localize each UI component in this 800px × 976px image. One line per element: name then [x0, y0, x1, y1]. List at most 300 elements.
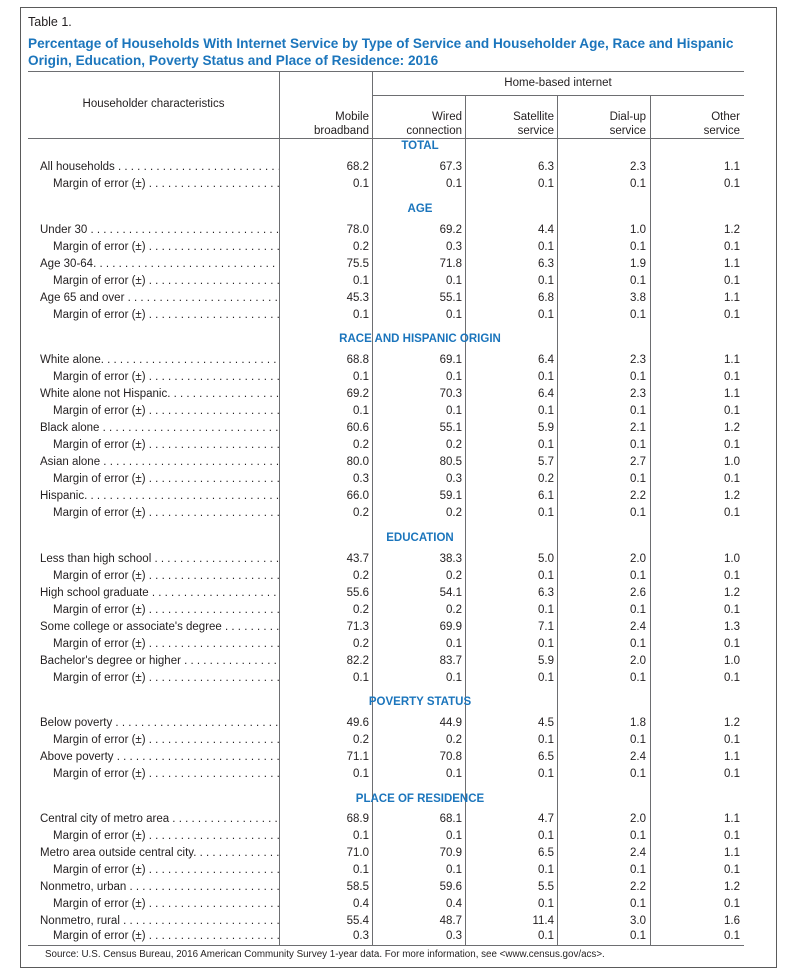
row-label: Under 30 . . .: [40, 222, 279, 239]
cell-value: 1.0: [724, 655, 740, 667]
cell-value: 0.4: [446, 898, 462, 910]
cell-value: 0.1: [724, 371, 740, 383]
cell-value: 55.1: [439, 422, 462, 434]
col-header-line: Dial-up: [609, 111, 646, 123]
cell-value: 0.1: [446, 309, 462, 321]
cell-value: 0.3: [353, 473, 369, 485]
table-row: [0, 386, 800, 403]
cell-value: 1.2: [724, 587, 740, 599]
cell-value: 0.1: [724, 638, 740, 650]
col-header-dialup: [558, 110, 646, 138]
cell-value: 0.1: [724, 768, 740, 780]
moe-label: Margin of error (±) . . .: [53, 505, 279, 522]
table-bottom-rule: [28, 945, 744, 946]
row-label: Hispanic. . . .: [40, 488, 279, 505]
col-header-line: service: [703, 125, 740, 137]
cell-value: 4.7: [538, 813, 554, 825]
table-row: [0, 715, 800, 732]
table-row: [0, 551, 800, 568]
cell-value: 0.1: [538, 275, 554, 287]
moe-label: Margin of error (±) . . .: [53, 732, 279, 749]
cell-value: 0.1: [724, 604, 740, 616]
col-header-line: broadband: [314, 125, 369, 137]
cell-value: 69.2: [439, 224, 462, 236]
cell-value: 0.1: [630, 405, 646, 417]
section-heading: [0, 696, 800, 708]
moe-label: Margin of error (±) . . .: [53, 239, 279, 256]
cell-value: 2.3: [630, 354, 646, 366]
col-header-line: connection: [406, 125, 462, 137]
cell-value: 1.2: [724, 490, 740, 502]
cell-value: 0.1: [446, 638, 462, 650]
cell-value: 0.1: [724, 672, 740, 684]
col-header-line: Satellite: [513, 111, 554, 123]
cell-value: 7.1: [538, 621, 554, 633]
cell-value: 2.0: [630, 553, 646, 565]
source-note: Source: U.S. Census Bureau, 2016 American Community Survey 1-year data. For more information, see <www.census.gov/acs>.: [45, 949, 605, 960]
cell-value: 1.6: [724, 915, 740, 927]
row-label: High school graduate . . .: [40, 585, 279, 602]
cell-value: 0.1: [724, 405, 740, 417]
cell-value: 82.2: [346, 655, 369, 667]
row-label: White alone. . . .: [40, 352, 279, 369]
table-row: [0, 619, 800, 636]
table-row: [0, 290, 800, 307]
cell-value: 3.0: [630, 915, 646, 927]
cell-value: 0.1: [724, 275, 740, 287]
cell-value: 0.2: [353, 638, 369, 650]
cell-value: 48.7: [439, 915, 462, 927]
cell-value: 1.0: [724, 553, 740, 565]
group-header: Home-based internet: [504, 77, 612, 89]
cell-value: 71.3: [346, 621, 369, 633]
cell-value: 0.1: [630, 830, 646, 842]
cell-value: 0.2: [446, 734, 462, 746]
cell-value: 0.1: [630, 768, 646, 780]
table-row: [0, 488, 800, 505]
col-header-wired: [373, 110, 462, 138]
cell-value: 0.1: [630, 439, 646, 451]
cell-value: 0.1: [538, 570, 554, 582]
row-label: Some college or associate's degree . . .: [40, 619, 279, 636]
cell-value: 68.8: [346, 354, 369, 366]
cell-value: 6.5: [538, 847, 554, 859]
section-title: AGE: [407, 203, 433, 215]
header-top-rule: [28, 71, 744, 72]
cell-value: 55.1: [439, 292, 462, 304]
cell-value: 1.2: [724, 422, 740, 434]
row-label: Central city of metro area . . .: [40, 811, 279, 828]
cell-value: 0.1: [724, 439, 740, 451]
col-header-line: Mobile: [335, 111, 369, 123]
table-row: [0, 585, 800, 602]
cell-value: 1.1: [724, 847, 740, 859]
cell-value: 0.1: [724, 178, 740, 190]
row-label: White alone not Hispanic. . . .: [40, 386, 279, 403]
cell-value: 0.2: [446, 507, 462, 519]
moe-row: [0, 732, 800, 749]
cell-value: 5.7: [538, 456, 554, 468]
cell-value: 2.0: [630, 655, 646, 667]
row-label: Below poverty . . .: [40, 715, 279, 732]
cell-value: 0.2: [353, 570, 369, 582]
moe-label: Margin of error (±) . . .: [53, 602, 279, 619]
cell-value: 1.3: [724, 621, 740, 633]
cell-value: 0.1: [630, 178, 646, 190]
cell-value: 0.1: [446, 864, 462, 876]
table-row: [0, 454, 800, 471]
cell-value: 2.1: [630, 422, 646, 434]
moe-row: [0, 273, 800, 290]
section-heading: [0, 793, 800, 805]
cell-value: 80.0: [346, 456, 369, 468]
cell-value: 69.1: [439, 354, 462, 366]
table-row: [0, 749, 800, 766]
cell-value: 0.1: [538, 178, 554, 190]
cell-value: 0.1: [724, 241, 740, 253]
table-row: [0, 845, 800, 862]
cell-value: 0.1: [724, 473, 740, 485]
row-label: Above poverty . . .: [40, 749, 279, 766]
cell-value: 1.2: [724, 717, 740, 729]
cell-value: 0.1: [353, 864, 369, 876]
cell-value: 0.2: [353, 507, 369, 519]
cell-value: 0.1: [538, 898, 554, 910]
cell-value: 0.1: [538, 930, 554, 942]
row-label: Metro area outside central city. . . .: [40, 845, 279, 862]
cell-value: 58.5: [346, 881, 369, 893]
cell-value: 0.1: [538, 604, 554, 616]
cell-value: 4.5: [538, 717, 554, 729]
cell-value: 67.3: [439, 161, 462, 173]
row-label: Black alone . . .: [40, 420, 279, 437]
cell-value: 5.5: [538, 881, 554, 893]
table-row: [0, 222, 800, 239]
cell-value: 1.1: [724, 161, 740, 173]
cell-value: 55.6: [346, 587, 369, 599]
moe-row: [0, 369, 800, 386]
moe-label: Margin of error (±) . . .: [53, 766, 279, 783]
moe-row: [0, 928, 800, 945]
cell-value: 5.9: [538, 655, 554, 667]
col-header-line: Other: [711, 111, 740, 123]
cell-value: 0.1: [724, 507, 740, 519]
moe-row: [0, 766, 800, 783]
section-title: PLACE OF RESIDENCE: [355, 793, 485, 805]
cell-value: 0.3: [446, 241, 462, 253]
cell-value: 0.2: [446, 439, 462, 451]
cell-value: 71.0: [346, 847, 369, 859]
moe-row: [0, 896, 800, 913]
table-number: Table 1.: [28, 15, 72, 29]
cell-value: 0.1: [630, 473, 646, 485]
cell-value: 6.3: [538, 161, 554, 173]
moe-row: [0, 471, 800, 488]
cell-value: 0.1: [538, 734, 554, 746]
section-title: EDUCATION: [386, 532, 454, 544]
cell-value: 0.1: [446, 178, 462, 190]
cell-value: 69.2: [346, 388, 369, 400]
table-row: [0, 352, 800, 369]
moe-row: [0, 307, 800, 324]
cell-value: 0.1: [538, 241, 554, 253]
cell-value: 54.1: [439, 587, 462, 599]
cell-value: 5.0: [538, 553, 554, 565]
cell-value: 0.1: [630, 507, 646, 519]
moe-row: [0, 602, 800, 619]
section-heading: [0, 532, 800, 544]
moe-label: Margin of error (±) . . .: [53, 896, 279, 913]
cell-value: 0.1: [724, 930, 740, 942]
table-title: Percentage of Households With Internet Service by Type of Service and Householder Age, Race and Hispanic Origin, Education, Poverty Status and Place of Residence: 2016: [28, 36, 734, 68]
cell-value: 0.3: [446, 930, 462, 942]
cell-value: 68.2: [346, 161, 369, 173]
table-row: [0, 420, 800, 437]
cell-value: 0.2: [353, 734, 369, 746]
cell-value: 6.1: [538, 490, 554, 502]
cell-value: 2.3: [630, 388, 646, 400]
cell-value: 0.1: [446, 768, 462, 780]
col-header-mobile: [280, 110, 369, 138]
cell-value: 45.3: [346, 292, 369, 304]
cell-value: 6.8: [538, 292, 554, 304]
cell-value: 0.1: [538, 309, 554, 321]
row-label: Nonmetro, rural . . .: [40, 913, 279, 930]
moe-label: Margin of error (±) . . .: [53, 568, 279, 585]
cell-value: 1.0: [724, 456, 740, 468]
moe-label: Margin of error (±) . . .: [53, 273, 279, 290]
moe-row: [0, 636, 800, 653]
cell-value: 70.3: [439, 388, 462, 400]
cell-value: 0.1: [538, 507, 554, 519]
moe-row: [0, 828, 800, 845]
cell-value: 0.2: [446, 570, 462, 582]
cell-value: 1.8: [630, 717, 646, 729]
col-header-other: [651, 110, 740, 138]
cell-value: 71.1: [346, 751, 369, 763]
cell-value: 4.4: [538, 224, 554, 236]
row-label: Asian alone . . .: [40, 454, 279, 471]
cell-value: 71.8: [439, 258, 462, 270]
cell-value: 0.1: [446, 830, 462, 842]
cell-value: 80.5: [439, 456, 462, 468]
table-row: [0, 256, 800, 273]
moe-label: Margin of error (±) . . .: [53, 369, 279, 386]
cell-value: 1.1: [724, 751, 740, 763]
cell-value: 0.1: [724, 570, 740, 582]
moe-label: Margin of error (±) . . .: [53, 862, 279, 879]
cell-value: 1.1: [724, 388, 740, 400]
section-title: POVERTY STATUS: [368, 696, 472, 708]
row-label: Less than high school . . .: [40, 551, 279, 568]
cell-value: 0.1: [353, 275, 369, 287]
cell-value: 2.4: [630, 847, 646, 859]
cell-value: 0.1: [446, 672, 462, 684]
cell-value: 70.9: [439, 847, 462, 859]
moe-label: Margin of error (±) . . .: [53, 471, 279, 488]
cell-value: 59.6: [439, 881, 462, 893]
cell-value: 55.4: [346, 915, 369, 927]
cell-value: 0.1: [446, 275, 462, 287]
cell-value: 1.2: [724, 224, 740, 236]
cell-value: 6.4: [538, 354, 554, 366]
cell-value: 38.3: [439, 553, 462, 565]
cell-value: 6.3: [538, 258, 554, 270]
cell-value: 0.2: [446, 604, 462, 616]
cell-value: 70.8: [439, 751, 462, 763]
cell-value: 2.4: [630, 621, 646, 633]
cell-value: 0.1: [353, 405, 369, 417]
cell-value: 1.1: [724, 354, 740, 366]
cell-value: 44.9: [439, 717, 462, 729]
cell-value: 0.1: [630, 734, 646, 746]
cell-value: 1.1: [724, 258, 740, 270]
cell-value: 0.1: [538, 672, 554, 684]
cell-value: 49.6: [346, 717, 369, 729]
row-label: All households . . .: [40, 159, 279, 176]
moe-row: [0, 670, 800, 687]
header-bottom-rule: [28, 138, 744, 139]
cell-value: 78.0: [346, 224, 369, 236]
moe-row: [0, 568, 800, 585]
cell-value: 0.1: [538, 371, 554, 383]
row-label: Age 65 and over . . .: [40, 290, 279, 307]
cell-value: 0.1: [538, 830, 554, 842]
cell-value: 2.2: [630, 881, 646, 893]
cell-value: 0.1: [353, 371, 369, 383]
cell-value: 0.1: [630, 570, 646, 582]
cell-value: 6.4: [538, 388, 554, 400]
section-heading: [0, 140, 800, 152]
cell-value: 5.9: [538, 422, 554, 434]
table-row: [0, 879, 800, 896]
moe-row: [0, 437, 800, 454]
moe-row: [0, 862, 800, 879]
cell-value: 11.4: [532, 915, 554, 927]
cell-value: 0.1: [538, 439, 554, 451]
cell-value: 0.1: [353, 672, 369, 684]
cell-value: 1.1: [724, 813, 740, 825]
cell-value: 0.1: [446, 371, 462, 383]
cell-value: 1.0: [630, 224, 646, 236]
cell-value: 0.1: [630, 371, 646, 383]
cell-value: 66.0: [346, 490, 369, 502]
cell-value: 0.2: [353, 241, 369, 253]
cell-value: 0.1: [630, 638, 646, 650]
cell-value: 1.1: [724, 292, 740, 304]
cell-value: 0.1: [353, 830, 369, 842]
cell-value: 0.1: [353, 178, 369, 190]
moe-label: Margin of error (±) . . .: [53, 307, 279, 324]
moe-label: Margin of error (±) . . .: [53, 437, 279, 454]
cell-value: 2.7: [630, 456, 646, 468]
moe-row: [0, 239, 800, 256]
cell-value: 0.1: [630, 604, 646, 616]
moe-row: [0, 176, 800, 193]
cell-value: 6.5: [538, 751, 554, 763]
col-header-line: Wired: [431, 111, 462, 123]
moe-label: Margin of error (±) . . .: [53, 928, 279, 945]
moe-row: [0, 505, 800, 522]
cell-value: 2.4: [630, 751, 646, 763]
cell-value: 1.9: [630, 258, 646, 270]
cell-value: 0.1: [446, 405, 462, 417]
table-row: [0, 811, 800, 828]
cell-value: 0.3: [446, 473, 462, 485]
moe-label: Margin of error (±) . . .: [53, 176, 279, 193]
section-title: RACE AND HISPANIC ORIGIN: [339, 333, 501, 345]
cell-value: 0.4: [353, 898, 369, 910]
cell-value: 59.1: [439, 490, 462, 502]
cell-value: 75.5: [346, 258, 369, 270]
cell-value: 1.2: [724, 881, 740, 893]
section-title: TOTAL: [401, 140, 439, 152]
cell-value: 0.1: [630, 930, 646, 942]
cell-value: 0.1: [724, 830, 740, 842]
table-row: [0, 653, 800, 670]
cell-value: 0.1: [538, 864, 554, 876]
cell-value: 0.1: [630, 898, 646, 910]
cell-value: 2.0: [630, 813, 646, 825]
row-label: Bachelor's degree or higher . . .: [40, 653, 279, 670]
cell-value: 0.1: [538, 638, 554, 650]
cell-value: 0.1: [353, 768, 369, 780]
cell-value: 0.1: [724, 864, 740, 876]
col-header-satellite: [466, 110, 554, 138]
col-header-line: service: [609, 125, 646, 137]
section-heading: [0, 203, 800, 215]
row-label: Age 30-64. . . .: [40, 256, 279, 273]
cell-value: 0.1: [724, 734, 740, 746]
cell-value: 0.1: [630, 275, 646, 287]
col-header-line: service: [517, 125, 554, 137]
cell-value: 0.1: [724, 898, 740, 910]
cell-value: 2.6: [630, 587, 646, 599]
moe-label: Margin of error (±) . . .: [53, 636, 279, 653]
cell-value: 0.1: [630, 864, 646, 876]
cell-value: 0.2: [353, 439, 369, 451]
cell-value: 69.9: [439, 621, 462, 633]
cell-value: 0.2: [353, 604, 369, 616]
cell-value: 2.3: [630, 161, 646, 173]
stub-header: Householder characteristics: [82, 98, 225, 110]
section-heading: [0, 333, 800, 345]
row-label: Nonmetro, urban . . .: [40, 879, 279, 896]
cell-value: 68.9: [346, 813, 369, 825]
cell-value: 2.2: [630, 490, 646, 502]
cell-value: 0.1: [630, 241, 646, 253]
group-rule: [372, 95, 744, 96]
cell-value: 0.1: [353, 309, 369, 321]
cell-value: 0.1: [630, 309, 646, 321]
moe-row: [0, 403, 800, 420]
cell-value: 3.8: [630, 292, 646, 304]
cell-value: 0.1: [538, 405, 554, 417]
moe-label: Margin of error (±) . . .: [53, 828, 279, 845]
cell-value: 83.7: [439, 655, 462, 667]
table-row: [0, 159, 800, 176]
cell-value: 0.1: [724, 309, 740, 321]
cell-value: 60.6: [346, 422, 369, 434]
cell-value: 0.1: [630, 672, 646, 684]
cell-value: 0.1: [538, 768, 554, 780]
moe-label: Margin of error (±) . . .: [53, 403, 279, 420]
cell-value: 68.1: [439, 813, 462, 825]
cell-value: 0.2: [538, 473, 554, 485]
cell-value: 6.3: [538, 587, 554, 599]
moe-label: Margin of error (±) . . .: [53, 670, 279, 687]
cell-value: 0.3: [353, 930, 369, 942]
